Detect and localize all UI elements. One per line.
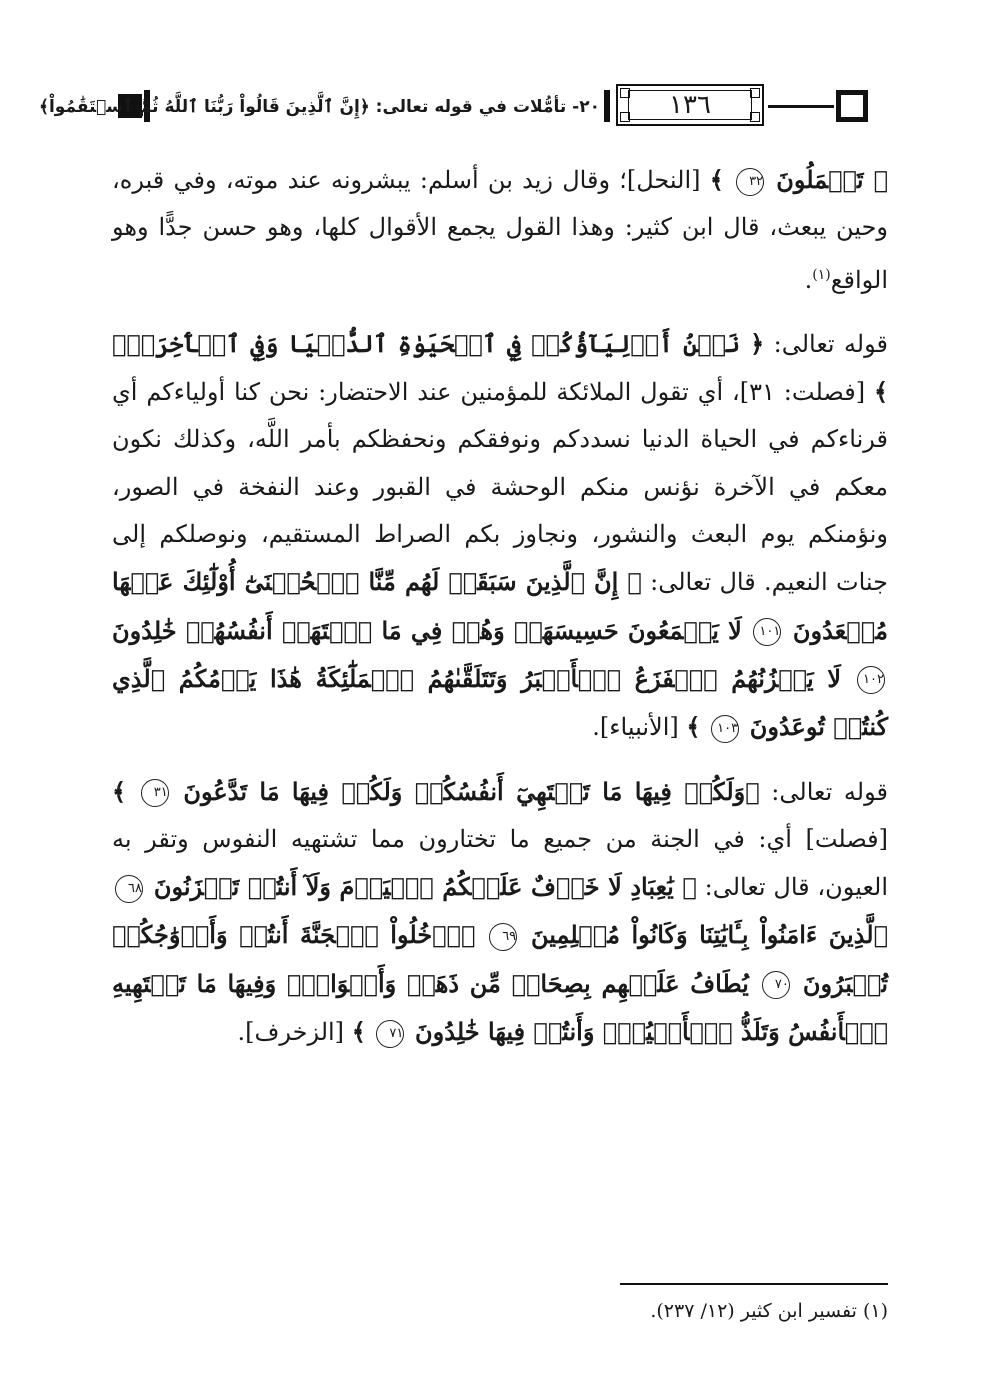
- quran-close: ﴾: [709, 165, 724, 194]
- footnote-marker: (١): [812, 266, 831, 283]
- paragraph-intro: قوله تعالى:: [773, 329, 888, 358]
- ayah-number: ٦٨: [115, 875, 143, 903]
- footnote-divider: [620, 1283, 888, 1285]
- paragraph-3: [112, 768, 888, 1057]
- quran-close: ﴾: [112, 776, 127, 806]
- paragraph-2: [112, 320, 888, 752]
- quran-verse: لَا يَسۡمَعُونَ حَسِيسَهَاۖ وَهُمۡ فِي مَا ٱشۡتَهَتۡ أَنفُسُهُمۡ خَٰلِدُونَ: [112, 615, 742, 645]
- paragraph-text: [فصلت] أي: في الجنة من جميع ما تختارون مما تشتهيه النفوس وتقر به العيون، قال تعالى:: [112, 824, 889, 902]
- quran-close: ﴾: [686, 712, 701, 742]
- chapter-title: ٢٠- تأمُّلات في قوله تعالى: ﴿إِنَّ ٱلَّذِينَ قَالُواْ رَبُّنَا ٱللَّهُ ثُمَّ ٱسۡتَقَٰمُواْ﴾: [39, 97, 600, 117]
- header-ornament-bar: [604, 90, 610, 122]
- footnote: (١) تفسير ابن كثير (١٢/ ٢٣٧).: [650, 1300, 888, 1322]
- quran-verse: ٱدۡخُلُواْ ٱلۡجَنَّةَ أَنتُمۡ وَأَزۡوَٰجُكُمۡ تُحۡبَرُونَ: [112, 920, 889, 998]
- paragraph-1: [112, 156, 888, 304]
- ayah-number: ١٠١: [753, 618, 781, 646]
- quran-verse: ﴿وَلَكُمۡ فِيهَا مَا تَشۡتَهِيٓ أَنفُسُكُمۡ وَلَكُمۡ فِيهَا مَا تَدَّعُونَ: [183, 776, 760, 806]
- page-body: [112, 156, 888, 1056]
- quran-verse: لَا يَحۡزُنُهُمُ ٱلۡفَزَعُ ٱلۡأَكۡبَرُ وَتَتَلَقَّىٰهُمُ ٱلۡمَلَٰٓئِكَةُ هَٰذَا يَوۡمُكُمُ ٱلَّذِي كُنتُمۡ تُوعَدُونَ: [112, 663, 888, 742]
- quran-verse: يُطَافُ عَلَيۡهِم بِصِحَافٖ مِّن ذَهَبٖ وَأَكۡوَابٖۖ وَفِيهَا مَا تَشۡتَهِيهِ ٱلۡأَنفُسُ وَتَلَذُّ ٱلۡأَعۡيُنُۖ وَأَنتُمۡ فِيهَا خَٰلِدُونَ: [112, 968, 888, 1047]
- ayah-number: ٧١: [376, 1020, 404, 1048]
- page-number-frame: [616, 84, 766, 128]
- ayah-number: ٣١: [141, 779, 169, 807]
- ayah-number: ٦٩: [489, 923, 517, 951]
- quran-verse: ﴿ يَٰعِبَادِ لَا خَوۡفٌ عَلَيۡكُمُ ٱلۡيَوۡمَ وَلَآ أَنتُمۡ تَحۡزَنُونَ: [153, 872, 697, 902]
- verse-source: [الأنبياء].: [592, 713, 679, 742]
- ayah-number: ٧٠: [762, 971, 790, 999]
- verse-source: [الزخرف].: [237, 1018, 345, 1047]
- quran-verse: ﴿ نَحۡنُ أَوۡلِيَآؤُكُمۡ فِي ٱلۡحَيَوٰةِ ٱلدُّنۡيَا وَفِي ٱلۡأٓخِرَةِۖ ﴾: [112, 328, 888, 407]
- paragraph-text: [النحل]؛ وقال زيد بن أسلم: يبشرونه عند موته، وفي قبره، وحين يبعث، قال ابن كثير: وهذا القول يجمع الأقوال كلها، وهو حسن جدًّا وهو الواقع: [112, 166, 888, 294]
- header-ornament-line: [768, 105, 834, 108]
- ayah-number: ١٠٣: [711, 715, 739, 743]
- page-header: [39, 84, 890, 130]
- quran-close: ﴾: [351, 1017, 366, 1047]
- quran-verse: ﴿ تَعۡمَلُونَ: [776, 165, 888, 194]
- paragraph-text: [فصلت: ٣١]، أي تقول الملائكة للمؤمنين عند الاحتضار: نحن كنا أولياءكم أي قرناءكم في الحياة الدنيا نسددكم ونوفقكم ونحفظكم بأمر اللَّه، وكذلك نكون معكم في الآخرة نؤنس منكم الوحشة في القبور وعند النفخة في الصور، ونؤمنكم يوم البعث والنشور، ونجاوز بكم الصراط المستقيم، ونوصلكم إلى جنات النعيم. قال تعالى:: [112, 378, 888, 597]
- header-ornament-frame: [836, 90, 868, 122]
- quran-verse: ٱلَّذِينَ ءَامَنُواْ بِـَٔايَٰتِنَا وَكَانُواْ مُسۡلِمِينَ: [530, 920, 888, 950]
- paragraph-intro: قوله تعالى:: [771, 777, 888, 806]
- ayah-number: ١٠٢: [857, 666, 885, 694]
- paragraph-end: .: [804, 265, 813, 294]
- quran-verse: ﴿ إِنَّ ٱلَّذِينَ سَبَقَتۡ لَهُم مِّنَّا ٱلۡحُسۡنَىٰٓ أُوْلَٰٓئِكَ عَنۡهَا مُبۡعَدُونَ: [112, 567, 888, 645]
- page-number: ١٣٦: [628, 90, 752, 120]
- ayah-number: ٣٢: [736, 168, 764, 196]
